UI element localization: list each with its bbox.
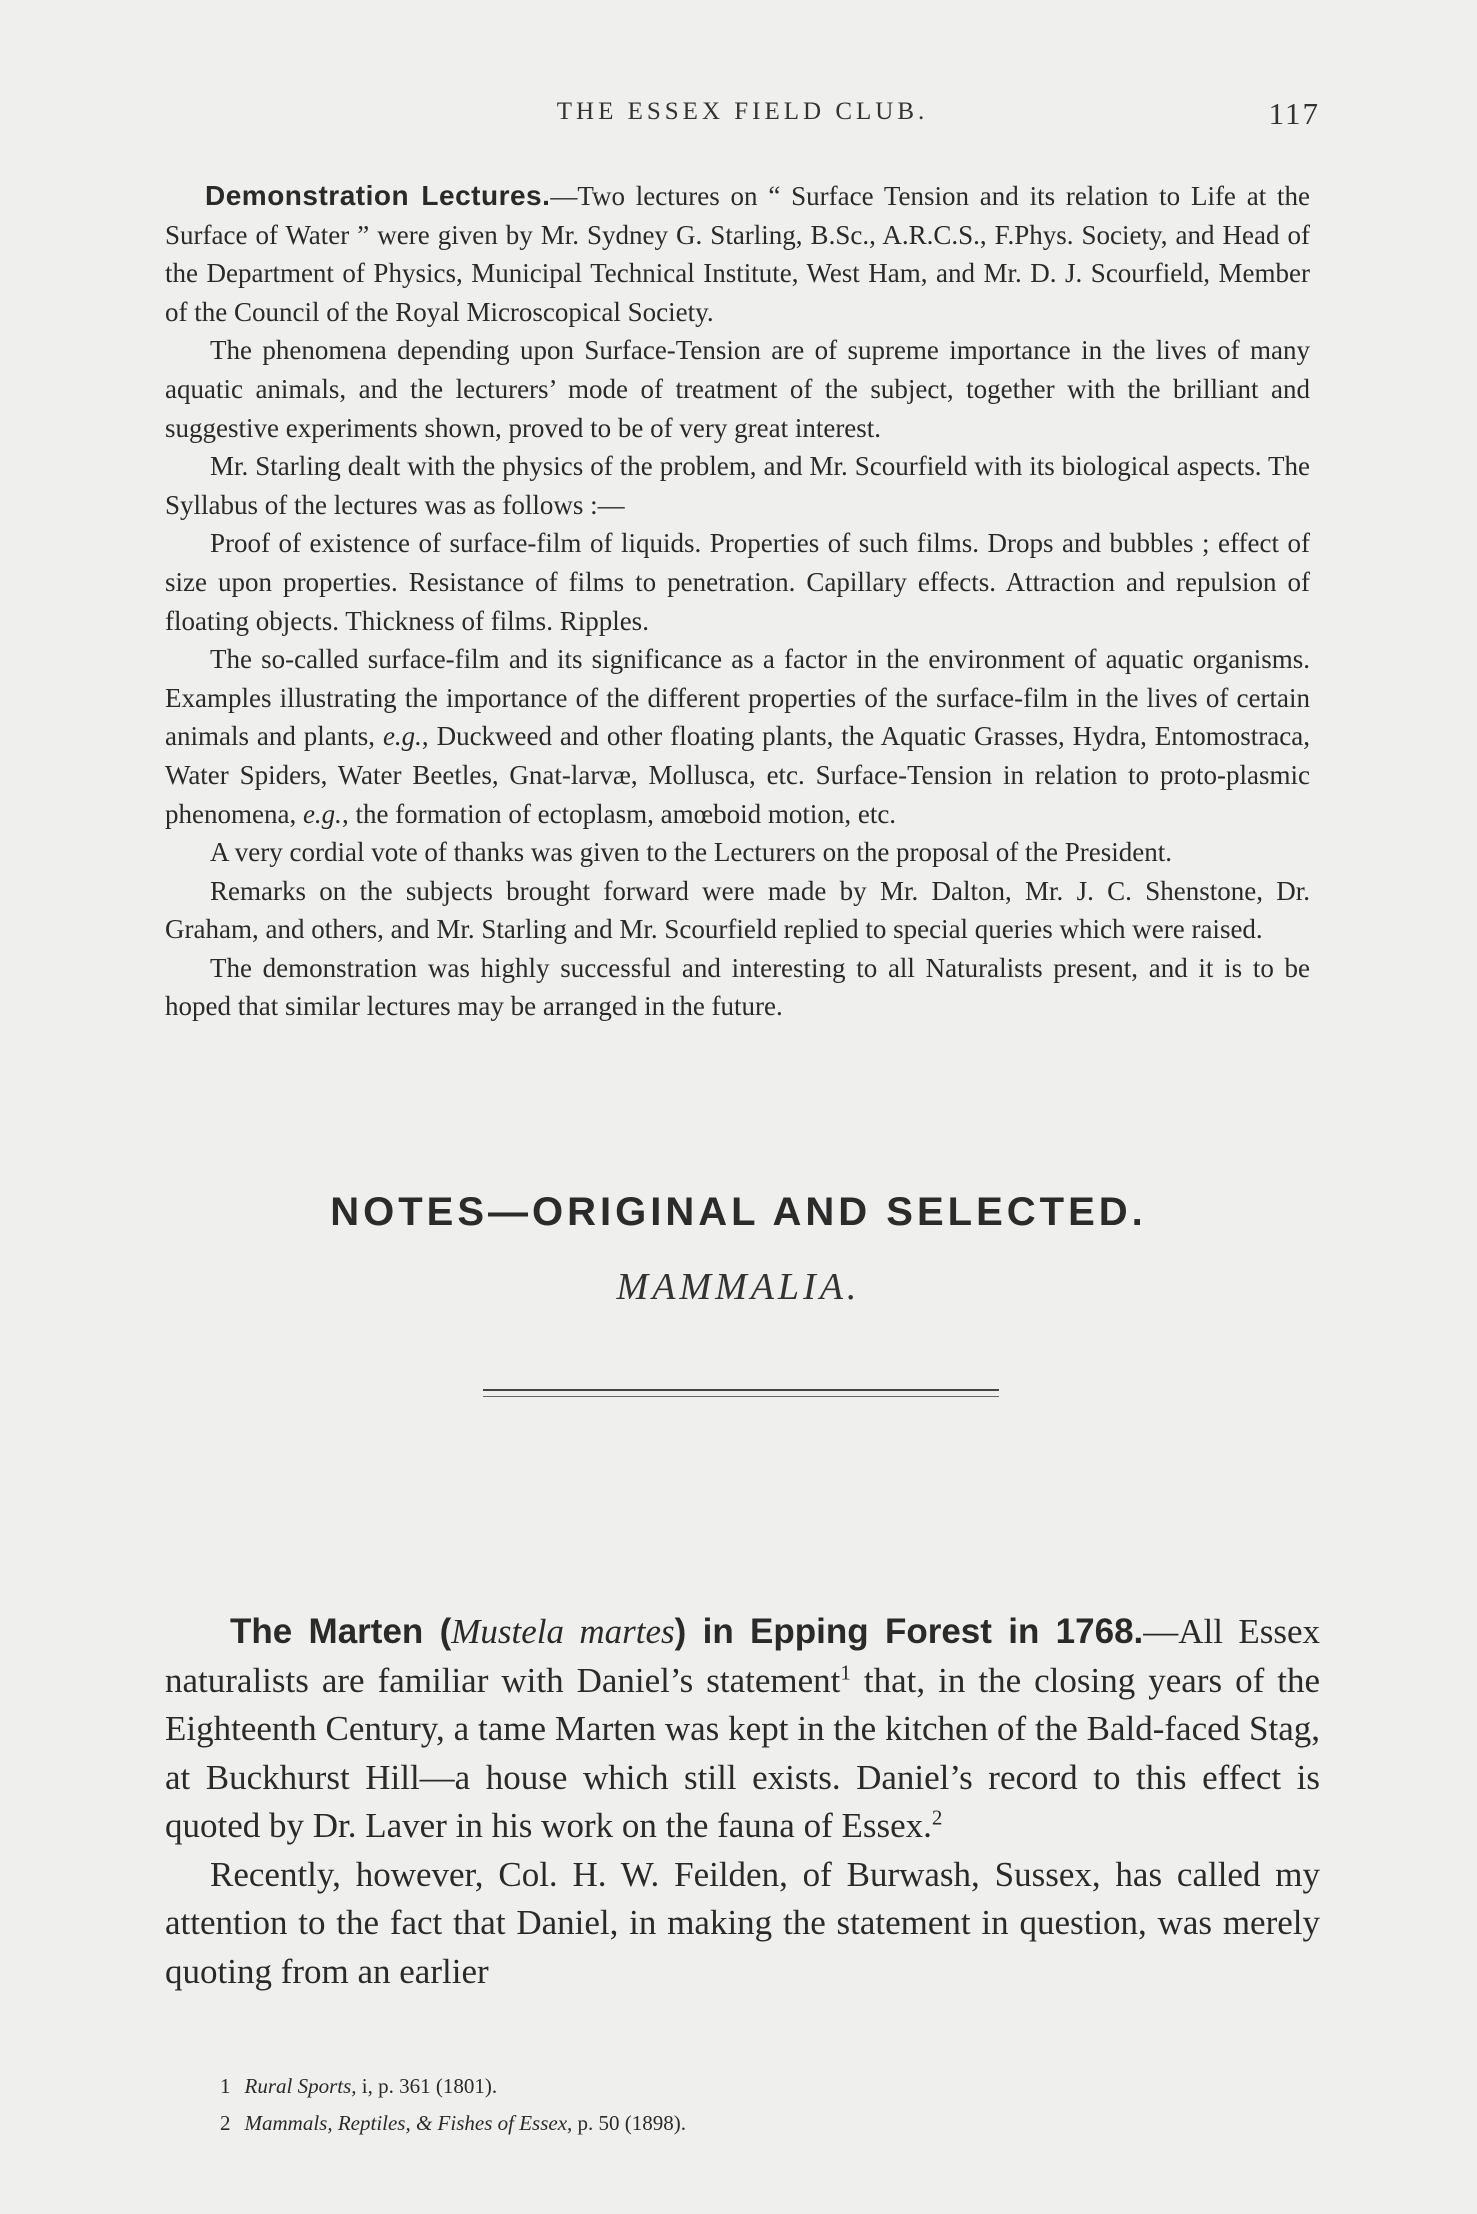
section-divider [483, 1389, 999, 1391]
paragraph: Recently, however, Col. H. W. Feilden, of Burwash, Sussex, has called my attention to the fact that Daniel, in making the statement in question, was merely quoting from an earlier [165, 1854, 1320, 1991]
footnote-title: Mammals, Reptiles, & Fishes of Essex, [244, 2111, 573, 2135]
paragraph: Remarks on the subjects brought forward were made by Mr. Dalton, Mr. J. C. Shenstone, Dr. Graham, and others, and Mr. Starling and Mr. Scourfield replied to special queries which were raised. [165, 875, 1310, 945]
subheading: MAMMALIA. [616, 1266, 861, 1308]
paragraph: Proof of existence of surface-film of liquids. Properties of such films. Drops and bubbles ; effect of size upon properties. Resistance of films to penetration. Capillary effects. Attraction and repulsion of floating objects. Thickness of films. Ripples. [165, 528, 1310, 636]
paragraph-text: , the formation of ectoplasm, amœboid motion, etc. [341, 798, 897, 829]
paragraph [165, 1608, 1320, 1851]
footnote-text [245, 2105, 687, 2142]
paragraph: The demonstration was highly successful and interesting to all Naturalists present, and it is to be hoped that similar lectures may be arranged in the future. [165, 952, 1310, 1022]
article-title-text: The Marten ( [230, 1612, 452, 1651]
footnotes [220, 2068, 1270, 2142]
footnote-reference: 2 [931, 1805, 943, 1830]
paragraph: The phenomena depending upon Surface-Tension are of supreme importance in the lives of many aquatic animals, and the lecturers’ mode of treatment of the subject, together with the brilliant and suggestive experiments shown, proved to be of very great interest. [165, 335, 1310, 443]
italic-abbreviation: e.g. [302, 798, 342, 829]
latin-name: Mustela martes [451, 1612, 675, 1651]
footnote-reference: 1 [840, 1659, 851, 1684]
paragraph: Mr. Starling dealt with the physics of the problem, and Mr. Scourfield with its biological aspects. The Syllabus of the lectures was as follows :— [165, 451, 1310, 520]
paragraph-text: —All Essex naturalists are familiar with Daniel’s statement [165, 1612, 1320, 1700]
article-title-text: ) in Epping Forest in 1768. [674, 1612, 1144, 1651]
footnote-title: Rural Sports, [244, 2074, 357, 2098]
footnote-number: 1 [220, 2074, 231, 2098]
section-heading: NOTES—ORIGINAL AND SELECTED. [330, 1190, 1147, 1234]
paragraph [165, 177, 1310, 331]
paragraph [165, 640, 1310, 833]
footnote [220, 2068, 1270, 2105]
paragraph-text: that, in the closing years of the Eighteenth Century, a tame Marten was kept in the kitchen of the Bald-faced Stag, at Buckhurst Hill—a house which still exists. Daniel’s record to this effect is quoted by Dr. Laver in his work on the fauna of Essex. [165, 1660, 1320, 1845]
paragraph: A very cordial vote of thanks was given to the Lecturers on the proposal of the President. [210, 837, 1172, 868]
run-in-heading: Demonstration Lectures. [205, 180, 551, 211]
section-divider-thin [483, 1396, 999, 1397]
paragraph-text: , Duckweed and other floating plants, the Aquatic Grasses, Hydra, Entomostraca, Water Spiders, Water Beetles, Gnat-larvæ, Mollusca, etc. Surface-Tension in relation to proto-plasmic phenomena, [165, 721, 1310, 829]
marten-article [165, 1608, 1320, 1996]
footnote [220, 2105, 1270, 2142]
footnote-detail: p. 50 (1898). [572, 2111, 687, 2135]
paragraph-text: —Two lectures on “ Surface Tension and its relation to Life at the Surface of Water ” were given by Mr. Sydney G. Starling, B.Sc., A.R.C.S., F.Phys. Society, and Head of the Department of Physics, Municipal Technical Institute, West Ham, and Mr. D. J. Scourfield, Member of the Council of the Royal Microscopical Society. [165, 181, 1310, 327]
page-number: 117 [1268, 96, 1320, 131]
demonstration-lectures-section [165, 177, 1310, 1026]
footnote-detail: i, p. 361 (1801). [356, 2074, 498, 2098]
article-title [230, 1612, 1143, 1651]
footnote-text [245, 2068, 498, 2105]
running-title: THE ESSEX FIELD CLUB. [556, 98, 929, 125]
running-head [165, 98, 1320, 138]
footnote-number: 2 [220, 2111, 231, 2135]
italic-abbreviation: e.g. [382, 721, 422, 752]
paragraph-text: The so-called surface-film and its significance as a factor in the environment of aquatic organisms. Examples illustrating the importance of the different properties of the surface-film in the lives of certain animals and plants, [165, 644, 1310, 752]
